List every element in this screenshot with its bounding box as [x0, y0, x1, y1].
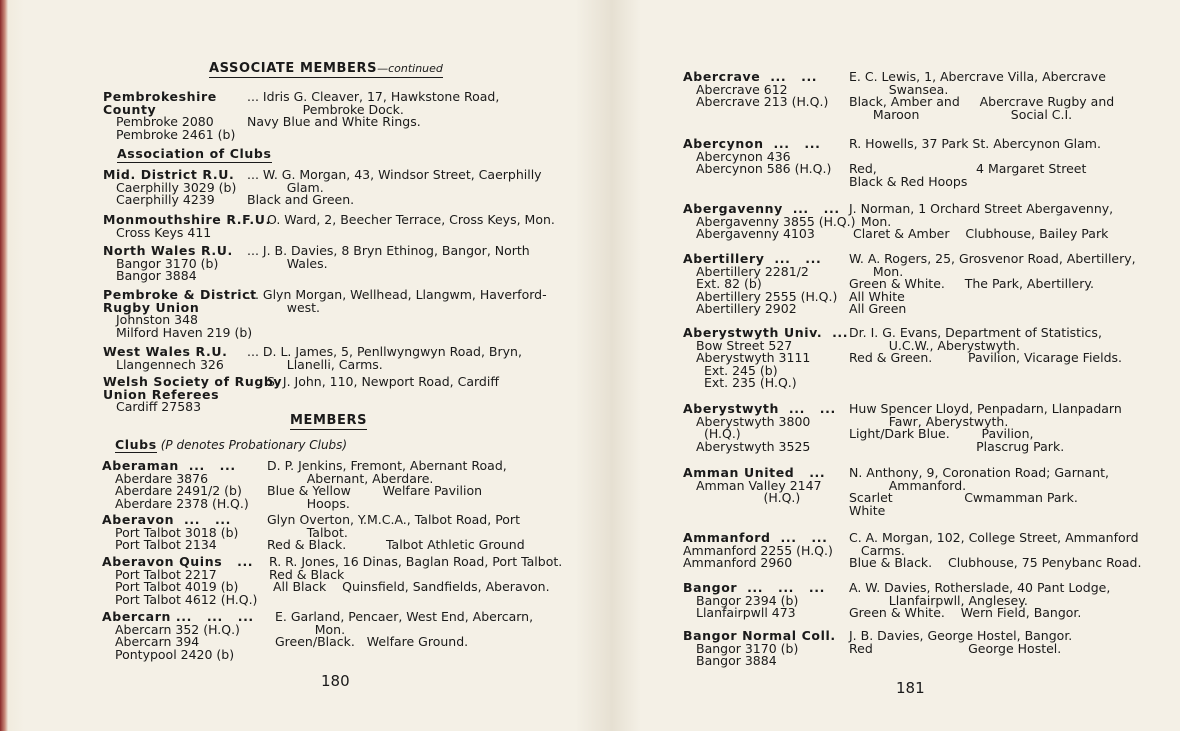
club-details: S. J. John, 110, Newport Road, Cardiff [267, 374, 499, 389]
entry-ammanford [683, 532, 833, 570]
entry-abergavenny [683, 203, 856, 241]
entry-bangor-normal-coll [683, 630, 836, 668]
entry-mid-district [103, 169, 236, 207]
club-details: C. A. Morgan, 102, College Street, Ammanford Carms. Blue & Black. Clubhouse, 75 Penybanc Road. [849, 530, 1142, 571]
entry-aberaman [102, 460, 249, 510]
clubs-subheading [115, 437, 347, 452]
associate-members-heading [209, 61, 443, 78]
club-name: Abercynon ... ... [683, 136, 821, 151]
club-details: ... J. B. Davies, 8 Bryn Ethinog, Bangor, North Wales. [247, 243, 530, 271]
club-name: Aberavon Quins ... [102, 554, 254, 569]
club-details: E. Garland, Pencaer, West End, Abercarn, Mon. Green/Black. Welfare Ground. [275, 609, 534, 650]
club-phones: Abercarn 352 (H.Q.) Abercarn 394 Pontypool 2420 (b) [115, 621, 240, 662]
club-phones: Aberdare 3876 Aberdare 2491/2 (b) Aberdare 2378 (H.Q.) [115, 470, 249, 511]
club-name: Aberavon ... ... [102, 512, 231, 527]
club-details: A. W. Davies, Rotherslade, 40 Pant Lodge, Llanfairpwll, Anglesey. Green & White. Wern Field, Bangor. [849, 580, 1111, 621]
probationary-note: (P denotes Probationary Clubs) [160, 438, 348, 452]
club-name: North Wales R.U. [103, 243, 233, 258]
club-name: Bangor ... ... ... [683, 580, 825, 595]
club-name: Amman United ... [683, 465, 826, 480]
club-details: W. A. Rogers, 25, Grosvenor Road, Abertillery, Mon. Green & White. The Park, Abertillery. All White All Green [849, 251, 1136, 317]
page-number: 180 [321, 672, 350, 690]
club-name: Aberystwyth Univ. ... [683, 325, 849, 340]
club-phones: Bow Street 527 Aberystwyth 3111 Ext. 245 (b) Ext. 235 (H.Q.) [696, 337, 811, 391]
club-details: J. Norman, 1 Orchard Street Abergavenny, Mon. Claret & Amber Clubhouse, Bailey Park [849, 201, 1114, 242]
club-phones: Aberystwyth 3800 (H.Q.) Aberystwyth 3525 [696, 413, 811, 454]
club-details: ... W. G. Morgan, 43, Windsor Street, Caerphilly Glam. Black and Green. [247, 167, 542, 208]
club-phones: Abertillery 2281/2 Ext. 82 (b) Abertillery 2555 (H.Q.) Abertillery 2902 [696, 263, 838, 317]
club-name: Abertillery ... ... [683, 251, 822, 266]
entry-abercrave [683, 71, 828, 109]
club-details: R. Howells, 37 Park St. Abercynon Glam. Red, 4 Margaret Street Black & Red Hoops [849, 136, 1101, 189]
club-phones: Abercrave 612 Abercrave 213 (H.Q.) [696, 81, 829, 110]
entry-abercarn [102, 611, 254, 661]
club-phones: Bangor 3170 (b) Bangor 3884 [116, 255, 219, 284]
club-details: Glyn Overton, Y.M.C.A., Talbot Road, Port Talbot. Red & Black. Talbot Athletic Ground [267, 512, 525, 553]
club-details: R. R. Jones, 16 Dinas, Baglan Road, Port Talbot. Red & Black All Black Quinsfield, Sandfields, Aberavon. [269, 554, 563, 595]
entry-aberavon-quins [102, 556, 257, 606]
club-name: Abercarn ... ... ... [102, 609, 254, 624]
right-page [612, 0, 1180, 731]
entry-abertillery [683, 253, 837, 316]
club-details: ... Idris G. Cleaver, 17, Hawkstone Road, Pembroke Dock. Navy Blue and White Rings. [247, 89, 500, 130]
club-phones: Caerphilly 3029 (b) Caerphilly 4239 [116, 179, 237, 208]
club-details: Huw Spencer Lloyd, Penpadarn, Llanpadarn Fawr, Aberystwyth. Light/Dark Blue. Pavilion, Plascrug Park. [849, 401, 1122, 454]
club-phones: Abercynon 436 Abercynon 586 (H.Q.) [696, 148, 832, 177]
entry-pembroke-district [103, 289, 257, 339]
entry-aberystwyth [683, 403, 836, 453]
club-details: Dr. I. G. Evans, Department of Statistics, U.C.W., Aberystwyth. Red & Green. Pavilion, Vicarage Fields. [849, 325, 1123, 366]
association-of-clubs-heading: Association of Clubs [117, 146, 272, 161]
entry-pembrokeshire [103, 91, 253, 141]
clubs-heading: Clubs [115, 437, 157, 452]
entry-north-wales [103, 245, 233, 283]
club-details: O. Ward, 2, Beecher Terrace, Cross Keys, Mon. [267, 212, 555, 227]
club-details: D. P. Jenkins, Fremont, Abernant Road, Abernant, Aberdare. Blue & Yellow Welfare Pavilion Hoops. [267, 458, 507, 511]
club-phones: Johnston 348 Milford Haven 219 (b) [116, 312, 253, 340]
club-name: Aberaman ... ... [102, 458, 236, 473]
club-phones: Abergavenny 3855 (H.Q.) Abergavenny 4103 [696, 213, 856, 242]
book-spine-edge [0, 0, 8, 731]
club-phones: Cross Keys 411 [116, 224, 212, 240]
club-name: Abergavenny ... ... [683, 201, 840, 216]
club-details: E. C. Lewis, 1, Abercrave Villa, Abercrave Swansea. Black, Amber and Abercrave Rugby and Maroon Social C.I. [849, 69, 1115, 122]
entry-aberavon [102, 514, 238, 552]
club-name: Pembrokeshire County [103, 89, 217, 117]
entry-west-wales [103, 346, 227, 371]
club-details: N. Anthony, 9, Coronation Road; Garnant, Ammanford. Scarlet Cwmamman Park. White [849, 465, 1109, 518]
club-details: ... Glyn Morgan, Wellhead, Llangwm, Haverford- west. [247, 287, 547, 315]
club-phones: Bangor 2394 (b) Llanfairpwll 473 [696, 592, 799, 621]
entry-welsh-society-referees [103, 376, 282, 414]
club-details: ... D. L. James, 5, Penllwyngwyn Road, Bryn, Llanelli, Carms. [247, 344, 522, 372]
members-heading: MEMBERS [290, 413, 368, 428]
club-phones: Bangor 3170 (b) Bangor 3884 [696, 640, 799, 669]
entry-bangor [683, 582, 825, 620]
club-details: J. B. Davies, George Hostel, Bangor. Red George Hostel. [849, 628, 1073, 656]
entry-abercynon [683, 138, 831, 176]
club-phones: Llangennech 326 [116, 356, 224, 372]
entry-amman-united [683, 467, 825, 505]
club-phones: Port Talbot 2217 Port Talbot 4019 (b) Port Talbot 4612 (H.Q.) [115, 566, 258, 607]
club-phones: Port Talbot 3018 (b) Port Talbot 2134 [115, 524, 239, 553]
entry-aberystwyth-univ [683, 327, 848, 390]
header-continued: —continued [377, 62, 443, 75]
entry-monmouthshire [103, 214, 271, 239]
club-name: Monmouthshire R.F.U. [103, 212, 271, 227]
club-name: Bangor Normal Coll. [683, 628, 836, 643]
club-name: Pembroke & District Rugby Union [103, 287, 257, 315]
club-name: Welsh Society of Rugby Union Referees [103, 374, 283, 402]
club-name: Aberystwyth ... ... [683, 401, 836, 416]
page-number: 181 [896, 679, 925, 697]
club-phones: Cardiff 27583 [116, 399, 202, 415]
club-phones: Ammanford 2255 (H.Q.) Ammanford 2960 [683, 542, 833, 571]
club-phones: Pembroke 2080 Pembroke 2461 (b) [116, 114, 236, 142]
club-name: Ammanford ... ... [683, 530, 828, 545]
club-name: West Wales R.U. [103, 344, 228, 359]
club-phones: Amman Valley 2147 (H.Q.) [696, 477, 822, 506]
header-text: ASSOCIATE MEMBERS [209, 61, 378, 76]
club-name: Mid. District R.U. [103, 167, 235, 182]
club-name: Abercrave ... ... [683, 69, 818, 84]
